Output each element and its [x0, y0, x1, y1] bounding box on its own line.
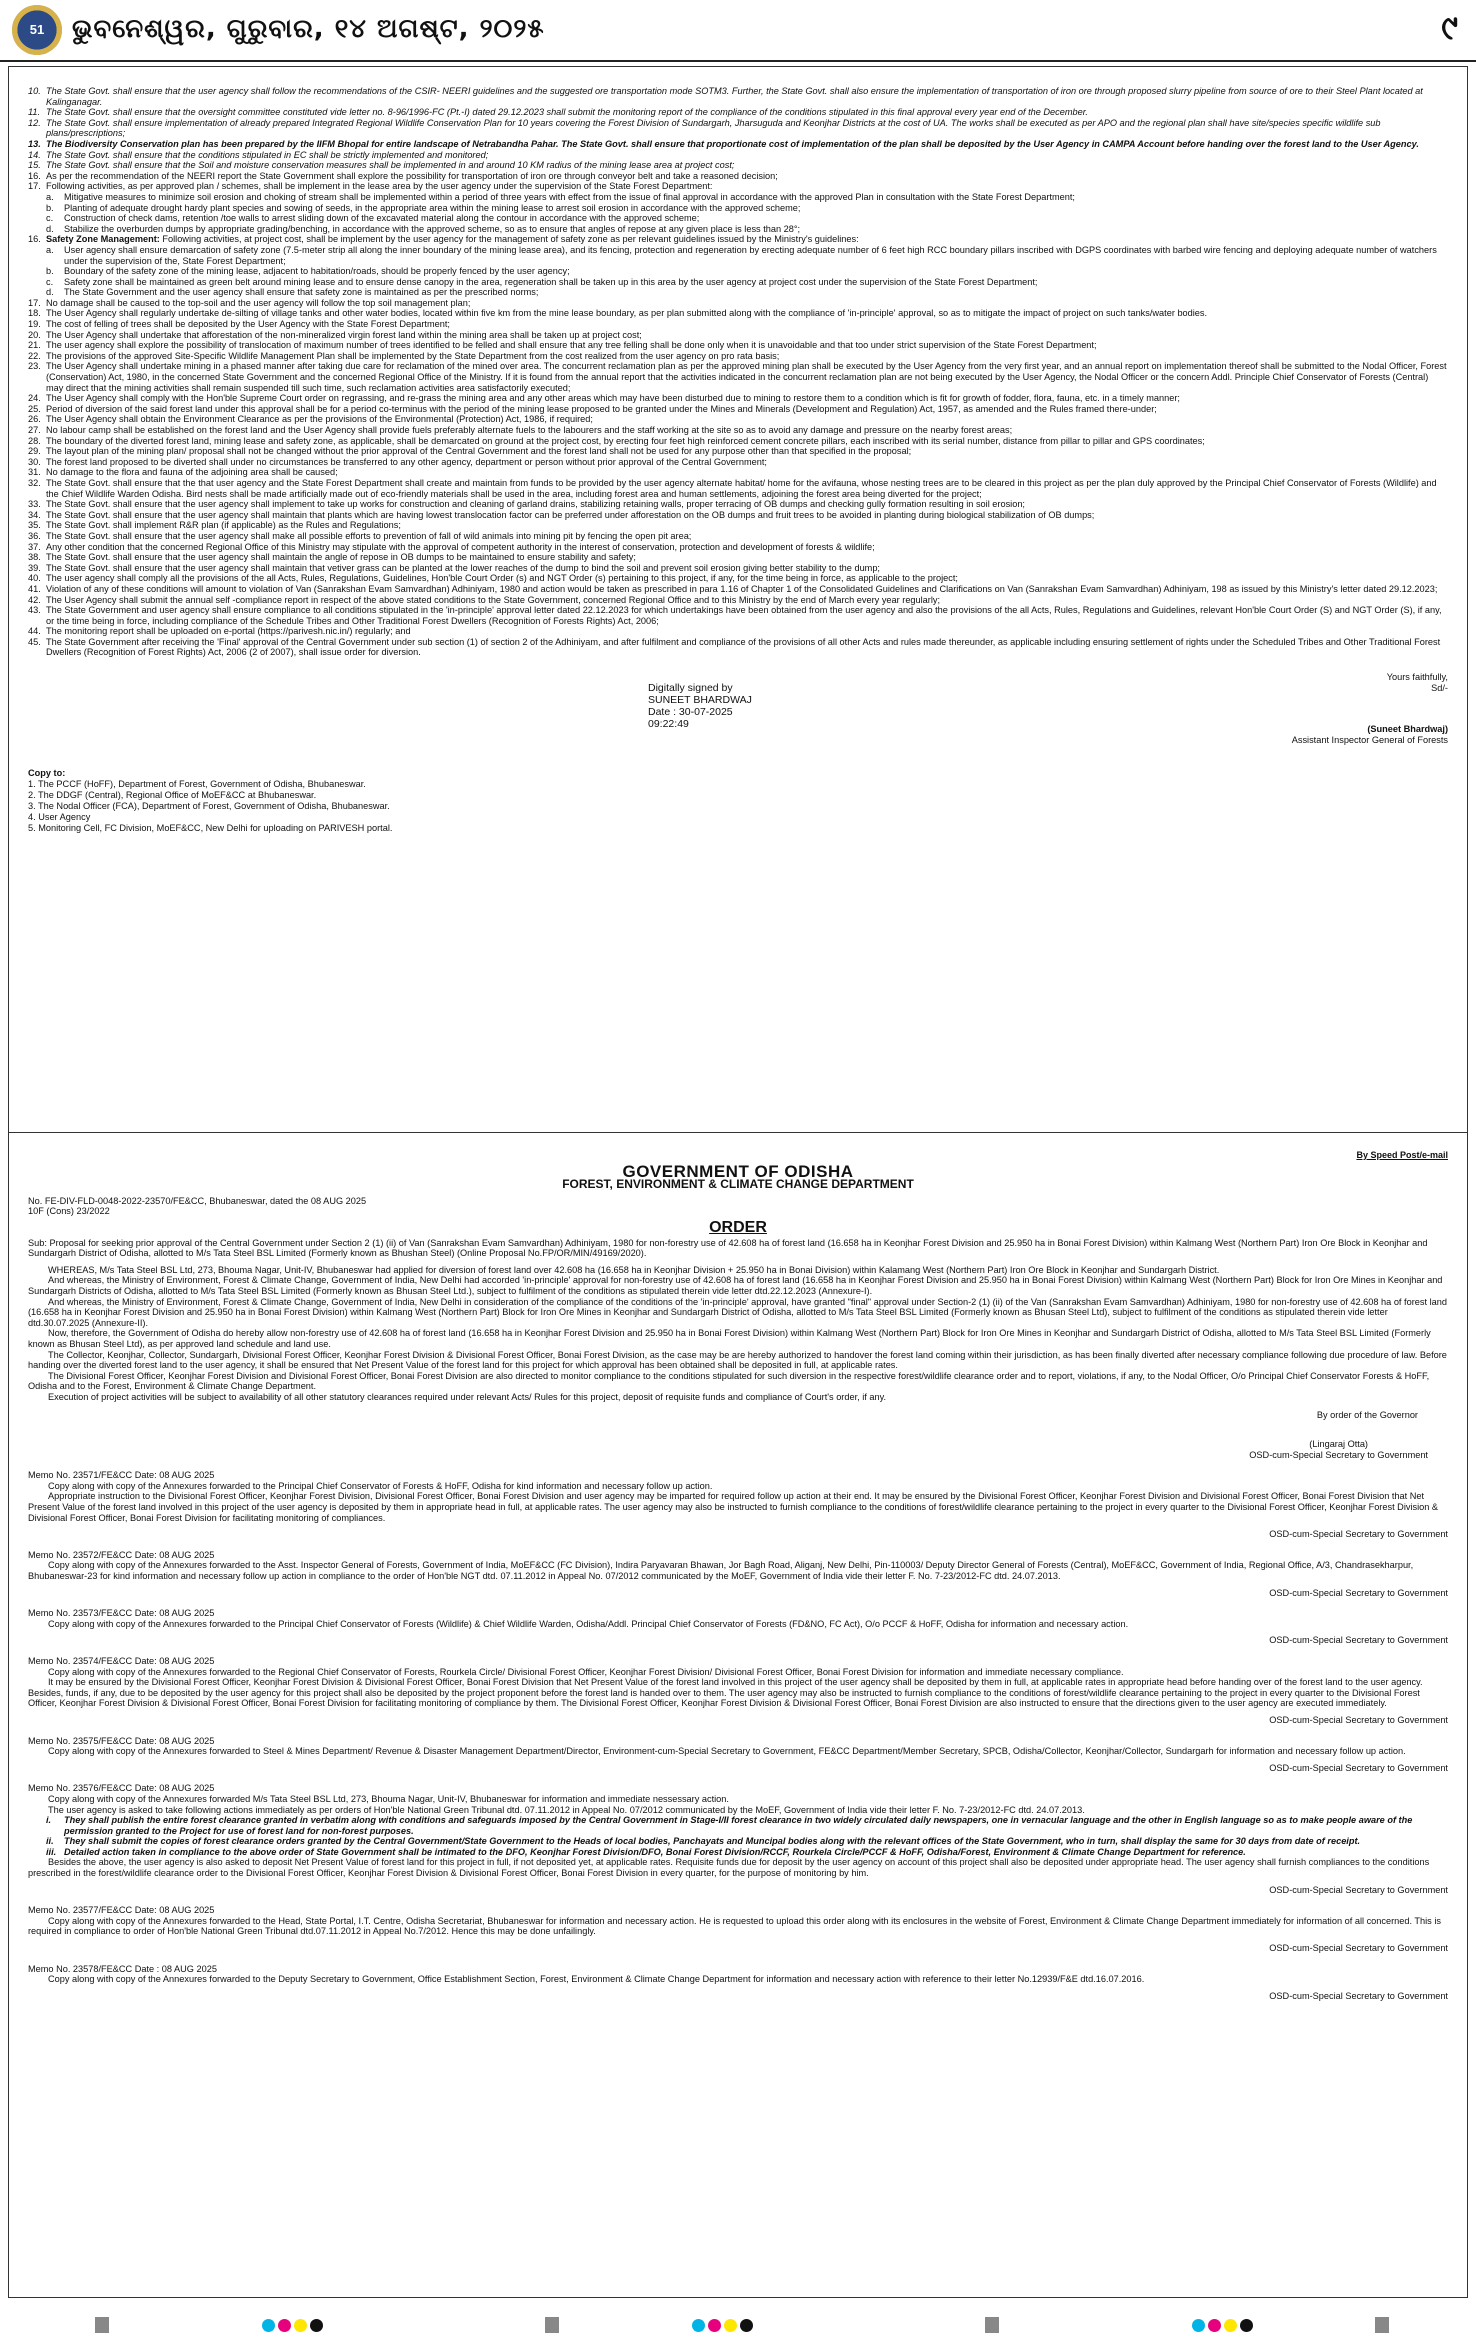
condition-number: 19.: [28, 319, 41, 330]
condition-number: 40.: [28, 573, 41, 584]
memo-number: Memo No. 23573/FE&CC Date: 08 AUG 2025: [28, 1608, 215, 1619]
signatory-designation: Assistant Inspector General of Forests: [1291, 734, 1448, 745]
memo-action-item: [28, 1836, 1448, 1847]
condition-text: The provisions of the approved Site-Specific Wildlife Management Plan shall be implemented by the State Department from the cost realized from the user agency on pro rata basis;: [46, 350, 780, 361]
condition-number: 35.: [28, 520, 41, 531]
condition-number: 37.: [28, 541, 41, 552]
subitem-text: Boundary of the safety zone of the mining lease, adjacent to habitation/roads, should be properly fenced by the user agency;: [64, 266, 570, 277]
memo-signatory: OSD-cum-Special Secretary to Government: [1269, 1762, 1448, 1773]
condition-item: [28, 467, 1448, 478]
memo-action-item: [28, 1815, 1448, 1836]
condition-number: 24.: [28, 393, 41, 404]
order-number: No. FE-DIV-FLD-0048-2022-23570/FE&CC, Bhubaneswar, dated the 08 AUG 2025: [28, 1195, 367, 1206]
copy-to-item: 3. The Nodal Officer (FCA), Department of Forest, Government of Odisha, Bhubaneswar.: [28, 801, 390, 812]
memo-block: [28, 1736, 1448, 1774]
condition-number: 13.: [28, 138, 41, 149]
black-dot: [1240, 2319, 1253, 2332]
memo-number: Memo No. 23577/FE&CC Date: 08 AUG 2025: [28, 1905, 215, 1916]
condition-item: [28, 478, 1448, 499]
condition-text: The User Agency shall undertake mining in a phased manner after taking due care for reclamation of the mined over area. The concurrent reclamation plan as per the approved mining plan shall be executed by the User Agency from the very first year, and an annual report on implementation thereof shall be submitted to the Nodal Officer, Forest (Conservation) Act, 1980, in the concerned State Government and the concerned Regional Office of the Ministry. If it is found from the annual report that the activities indicated in the concurrent reclamation plan are not being executed by the User Agency, the Nodal Officer or the concern Addl. Principle Chief Conservator of Forests (Central) may direct that the mining activities shall remain suspended till such time, such reclamation activities area satisfactorily executed;: [46, 361, 1447, 393]
condition-number: 43.: [28, 605, 41, 616]
yellow-dot: [1224, 2319, 1237, 2332]
condition-text: The State Govt. shall implement R&R plan (if applicable) as the Rules and Regulations;: [46, 520, 401, 531]
copy-to-item: 1. The PCCF (HoFF), Department of Forest, Government of Odisha, Bhubaneswar.: [28, 779, 366, 790]
condition-number: 16.: [28, 170, 41, 181]
condition-text: The user agency shall comply all the provisions of the all Acts, Rules, Regulations, Guidelines, Hon'ble Court Order (s) and NGT Order (s) pertaining to this project, if any, for the time being in force, as applicable to the project;: [46, 573, 958, 584]
order-section: [28, 1150, 1448, 2001]
condition-text: No labour camp shall be established on the forest land and the User Agency shall provide fuels preferably alternate fuels to the labourers and the staff working at the site so as to avoid any damage and pressure on the nearby forest areas;: [46, 425, 1013, 435]
gray-bar: [545, 2317, 559, 2333]
condition-number: 28.: [28, 435, 41, 446]
condition-subitem: [28, 224, 1448, 235]
copy-to-item: 5. Monitoring Cell, FC Division, MoEF&CC, New Delhi for uploading on PARIVESH portal.: [28, 823, 393, 834]
condition-number: 26.: [28, 414, 41, 425]
condition-text: No damage shall be caused to the top-soil and the user agency will follow the top soil management plan;: [46, 297, 471, 308]
subitem-text: Planting of adequate drought hardy plant species and sowing of seeds, in the appropriate area within the mining lease to arrest soil erosion in accordance with the approved scheme;: [64, 202, 801, 213]
condition-item: [28, 330, 1448, 341]
memo-text: Copy along with copy of the Annexures forwarded M/s Tata Steel BSL Ltd, 273, Bhouma Nagar, Unit-IV, Bhubaneswar for information and immediate nessessary action.: [48, 1793, 729, 1804]
condition-text: The forest land proposed to be diverted shall under no circumstances be transferred to any other agency, department or person without prior approval of the Central Government;: [46, 456, 767, 467]
memo-block: [28, 1905, 1448, 1953]
subitem-label: a.: [46, 244, 54, 255]
memo-number: Memo No. 23571/FE&CC Date: 08 AUG 2025: [28, 1470, 215, 1481]
condition-number: 22.: [28, 350, 41, 361]
copy-to-item: 2. The DDGF (Central), Regional Office of MoEF&CC at Bhubaneswar.: [28, 790, 317, 801]
memo-text: Copy along with copy of the Annexures forwarded to the Principal Chief Conservator of Forests (Wildlife) & Chief Wildlife Warden, Odisha/Addl. Principal Chief Conservator of Forests (FD&NO, FC Act), O/o PCCF & HoFF, Odisha for information and necessary action.: [48, 1618, 1129, 1629]
gray-bar: [95, 2317, 109, 2333]
by-order: By order of the Governor: [1316, 1410, 1418, 1421]
condition-item: [28, 637, 1448, 658]
condition-number: 21.: [28, 340, 41, 351]
copy-to-item: 4. User Agency: [28, 812, 91, 823]
condition-item: [28, 573, 1448, 584]
condition-item: [28, 234, 1448, 298]
order-paragraphs: [28, 1265, 1448, 1403]
condition-item: [28, 425, 1448, 436]
condition-text: The State Govt. shall ensure that the user agency shall maintain the angle of repose in OB dumps to be maintained to ensure stability and safety;: [46, 552, 636, 563]
condition-text: The State Govt. shall ensure implementation of already prepared Integrated Regional Wildlife Conservation Plan for 10 years covering the Forest Division of Sundargarh, Jharsuguda and Keonjhar Districts at the cost of UA. The works shall be executed as per APO and the regional plan shall have site/species specific wildlife sub plans/prescriptions;: [46, 117, 1381, 139]
copy-to-title: Copy to:: [28, 768, 66, 779]
subitem-label: a.: [46, 191, 54, 202]
condition-subitem: [28, 213, 1448, 224]
memo-extra: Appropriate instruction to the Divisional Forest Officer, Keonjhar Forest Division, Divisional Forest Officer, Bonai Forest Division and user agency may be imparted for required follow up action at their end. It may be ensured by the Divisional Forest Officer, Keonjhar Forest Division and Divisional Forest Officer, Bonai Forest Division that Net Present Value of the forest land involved in this project of the user agency is deposited by them in appropriate head in full, at applicable rates. The user agency may also be instructed to furnish compliance to the conditions of forest/wildlife clearance pertaining to the project in every quarter to the Divisional Forest Officer, Keonjhar Forest Division & Divisional Forest Officer, Bonai Forest Division for facilitating monitoring of compliances.: [28, 1491, 1439, 1523]
condition-item: [28, 171, 1448, 182]
condition-number: 27.: [28, 425, 41, 435]
condition-subitem: [28, 266, 1448, 277]
memo-list: [28, 1470, 1448, 2001]
order-paragraph: The Collector, Keonjhar, Collector, Sundargarh, Divisional Forest Officer, Keonjhar Forest Division & Divisional Forest Officer, Bonai Forest Division, as the case may be are hereby authorized to handover the forest land coming within their jurisdiction, as has been finally diverted after necessary compliance following due procedure of law. Before handing over the diverted forest land to the user agency, it shall be ensured that Net Present Value of the forest land for this project for which approval has been obtained shall be deposited in full, at applicable rates.: [28, 1349, 1447, 1371]
subitem-text: Safety zone shall be maintained as green belt around mining lease and to ensure dense canopy in the area, regeneration shall be taken up in this area by the user agency at project cost under the supervision of the State Forest Department;: [64, 276, 1038, 287]
memo-tail: Besides the above, the user agency is also asked to deposit Net Present Value of forest land for this project in full, if not deposited yet, at applicable rates. Requisite funds due for deposit by the user agency on account of this project shall also be deposited under appropriate head. The user agency shall furnish compliances to the conditions prescribed in the forest/wildlife clearance order to the Divisional Forest Officer, Keonjhar Forest Division & Divisional Forest Officer, Bonai Forest Division in every quarter, for the purpose of monitoring by him.: [28, 1857, 1430, 1879]
condition-item: [28, 361, 1448, 393]
memo-block: [28, 1964, 1448, 2002]
memo-signatory: OSD-cum-Special Secretary to Government: [1269, 1529, 1448, 1540]
subitem-text: The State Government and the user agency shall ensure that safety zone is maintained as per the prescribed norms;: [64, 287, 539, 298]
condition-text: Any other condition that the concerned Regional Office of this Ministry may stipulate with the approval of competent authority in the interest of conservation, protection and development of forests & wildlife;: [46, 541, 875, 552]
condition-item: [28, 446, 1448, 457]
memo-number: Memo No. 23574/FE&CC Date: 08 AUG 2025: [28, 1655, 215, 1666]
condition-text: The layout plan of the mining plan/ proposal shall not be changed without the prior approval of the Central Government and the forest land shall not be used for any purpose other than that specified in the proposal;: [46, 446, 912, 457]
condition-item: [28, 351, 1448, 362]
condition-text: The user agency shall explore the possibility of translocation of maximum number of trees identified to be felled and shall ensure that any tree felling shall be done only when it is unavoidable and that too under strict supervision of the State Forest Department;: [46, 340, 1097, 351]
condition-item: [28, 436, 1448, 447]
condition-item: [28, 552, 1448, 563]
condition-item: [28, 414, 1448, 425]
speed-post-note: By Speed Post/e-mail: [1356, 1150, 1448, 1160]
condition-number: 42.: [28, 594, 41, 605]
yellow-dot: [294, 2319, 307, 2332]
condition-text: The State Govt. shall ensure that the user agency shall follow the recommendations of the CSIR- NEERI guidelines and the suggested ore transportation mode SOTM3. Further, the State Govt. shall also ensure the implementation of transportation of iron ore through proposed slurry pipeline from source of ore to their Steel Plant located at Kalinganagar.: [46, 86, 1423, 107]
cyan-dot: [1192, 2319, 1205, 2332]
magenta-dot: [278, 2319, 291, 2332]
condition-item: [28, 298, 1448, 309]
order-heading: ORDER: [709, 1218, 767, 1236]
order-signatory-name: (Lingaraj Otta): [1309, 1439, 1368, 1450]
memo-block: [28, 1783, 1448, 1895]
sd-mark: Sd/-: [1431, 682, 1448, 693]
cmyk-dots: [262, 2319, 326, 2333]
subitem-label: c.: [46, 276, 54, 287]
order-paragraph: Now, therefore, the Government of Odisha do hereby allow non-forestry use of 42.608 ha of forest land (16.658 ha in Keonjhar Forest Division and 25.950 ha in Bonai Forest Division) within Kalmang West (Northern Part) Block for Iron Ore Mines in Keonjhar and Sundargarh District of Odisha, allotted to M/s Tata Steel BSL Limited (Formerly known as Bhusan Steel Ltd), as per approved land schedule and land use.: [28, 1328, 1431, 1349]
condition-text: The State Govt. shall ensure that the user agency shall implement to take up works for construction and cleaning of garland drains, stabilizing retaining walls, proper terracing of OB dumps and checking gully formation resulting in soil erosion;: [46, 499, 1025, 510]
memo-extra: The user agency is asked to take following actions immediately as per orders of Hon'ble National Green Tribunal dtd. 07.11.2012 in Appeal No. 07/2012 communicated by the MoEF, Government of India vide their letter F. No. 7-23/2012-FC dtd. 24.07.2013.: [48, 1804, 1085, 1815]
condition-text: Violation of any of these conditions will amount to violation of Van (Sanrakshan Evam Samvardhan) Adhiniyam, 1980 and action would be taken as prescribed in para 1.16 of Chapter 1 of the Consolidated Guidelines and Clarifications on Van (Sanrakshan Evam Samvardhan) Adhiniyam, 198 as issued by this Ministry's letter dated 29.12.2023;: [46, 583, 1438, 594]
condition-text: The State Govt. shall ensure that the that user agency and the State Forest Department shall create and maintain from funds to be provided by the user agency alternate habitat/ home for the avifauna, whose nesting trees are to be cleared in this project as per the plan duly approved by the Principal Chief Conservator of Forests (Wildlife) and the Chief Wildlife Warden Odisha. Bird nests shall be made artificially made out of eco-friendly materials shall be used in the area, including forest area and human settlements, adjoining the forest area being diverted for the project;: [46, 477, 1437, 499]
memo-block: [28, 1550, 1448, 1598]
subitem-label: d.: [46, 287, 54, 298]
condition-item: [28, 86, 1448, 107]
condition-item: [28, 499, 1448, 510]
condition-text: The State Govt. shall ensure that the conditions stipulated in EC shall be strictly implemented and monitored;: [46, 149, 489, 160]
print-registration-marks: [0, 2304, 1476, 2339]
condition-number: 39.: [28, 562, 41, 573]
section-divider: [8, 1132, 1468, 1133]
condition-item: [28, 181, 1448, 234]
condition-item: [28, 542, 1448, 553]
memo-signatory: OSD-cum-Special Secretary to Government: [1269, 1587, 1448, 1598]
page-number: ୯: [1441, 8, 1458, 48]
signatory-name: (Suneet Bhardwaj): [1367, 724, 1448, 735]
condition-subitem: [28, 277, 1448, 288]
condition-number: 29.: [28, 446, 41, 457]
memo-number: Memo No. 23572/FE&CC Date: 08 AUG 2025: [28, 1549, 215, 1560]
condition-text: The State Govt. shall ensure that the oversight committee constituted vide letter no. 8-96/1996-FC (Pt.-I) dated 29.12.2023 shall submit the monitoring report of the compliance of the conditions stipulated in this final approval every year end of the December.: [46, 107, 1088, 118]
condition-item: [28, 393, 1448, 404]
copy-to-block: [28, 768, 1448, 834]
memo-number: Memo No. 23576/FE&CC Date: 08 AUG 2025: [28, 1783, 215, 1794]
subitem-text: Construction of check dams, retention /toe walls to arrest sliding down of the excavated material along the contour in accordance with the approved scheme;: [64, 213, 700, 224]
condition-lead: Safety Zone Management:: [46, 234, 160, 245]
memo-action-item: [28, 1847, 1448, 1858]
memo-text: Copy along with copy of the Annexures forwarded to the Deputy Secretary to Government, Office Establishment Section, Forest, Environment & Climate Change Department for information and necessary action with reference to their letter No.12939/F&E dtd.16.07.2016.: [48, 1974, 1145, 1985]
condition-text: No damage to the flora and fauna of the adjoining area shall be caused;: [46, 467, 338, 478]
condition-item: [28, 150, 1448, 161]
condition-text: Following activities, as per approved plan / schemes, shall be implement in the lease area by the user agency under the supervision of the State Forest Department:: [46, 181, 713, 192]
condition-number: 16.: [28, 234, 41, 245]
condition-item: [28, 160, 1448, 171]
condition-item: [28, 457, 1448, 468]
subitem-label: d.: [46, 223, 54, 234]
condition-item: [28, 118, 1448, 139]
memo-text: Copy along with copy of the Annexures forwarded to the Regional Chief Conservator of Forests, Rourkela Circle/ Divisional Forest Officer, Keonjhar Forest Division/ Divisional Forest Officer, Bonai Forest Division for information and immediate necessary compliance.: [48, 1666, 1124, 1677]
dept-title: FOREST, ENVIRONMENT & CLIMATE CHANGE DEPARTMENT: [562, 1177, 914, 1192]
condition-number: 18.: [28, 308, 41, 319]
condition-text: The State Government and user agency shall ensure compliance to all conditions stipulated in the 'in-principle' approval letter dated 22.12.2023 for which undertakings have been obtained from the user agency and also the provisions of the all Acts, Rules, Regulations and Guidelines, relevant Hon'ble Court Order (S) and NGT Order (S), if any, or the time being in force, including compliance of the Schedule Tribes and Other Traditional Forest Dwellers (Recognition of Forests Rights) Act, 2006;: [46, 605, 1442, 626]
condition-number: 36.: [28, 530, 41, 541]
order-signatory-desig: OSD-cum-Special Secretary to Government: [1249, 1449, 1428, 1460]
gray-bar: [985, 2317, 999, 2333]
condition-subitem: [28, 245, 1448, 266]
condition-text: The User Agency shall regularly undertake de-silting of village tanks and other water bodies, located within five km from the mine lease boundary, as per plan submitted along with the compliance of 'in-principle' approval, so as to mitigate the impact of project on such tanks/water bodies.: [46, 308, 1208, 319]
action-text: They shall publish the entire forest clearance granted in verbatim along with conditions and safeguards imposed by the Central Government in Stage-I/II forest clearance in two widely circulated daily newspapers, one in vernacular language and the other in English language so as to make people aware of the permission granted to the Project for use of forest land for non-forest purposes.: [64, 1815, 1413, 1836]
condition-number: 15.: [28, 160, 41, 171]
subitem-text: Mitigative measures to minimize soil erosion and choking of stream shall be implemented within a period of three years with effect from the issue of final approval in accordance with the approved Plan in consultation with the State Forest Department;: [64, 191, 1075, 202]
memo-block: [28, 1656, 1448, 1726]
condition-item: [28, 139, 1448, 150]
cyan-dot: [262, 2319, 275, 2332]
condition-text: The User Agency shall submit the annual self -compliance report in respect of the above stated conditions to the State Government, concerned Regional Office and to this Ministry by the end of March every year regularly;: [46, 594, 941, 605]
gov-title: GOVERNMENT OF ODISHA: [622, 1161, 854, 1181]
condition-number: 10.: [28, 86, 41, 96]
memo-extra: It may be ensured by the Divisional Forest Officer, Keonjhar Forest Division & Divisional Forest Officer, Bonai Forest Division that Net Present Value of the forest land involved in this project of the user agency shall be deposited by them in full, at applicable rates in appropriate head before handing over of the forest land to the user agency. Besides, funds, if any, due to be deposited by the user agency for this project shall also be deposited by the project proponent before the forest land is handed over to them. The user agency may also be instructed to furnish compliance to the conditions of forest/wildlife clearance pertaining to the project in every quarter to the Divisional Forest Officer, Keonjhar Forest Division & Divisional Forest Officer, Bonai Forest Division for facilitating monitoring of compliance by them. The Divisional Forest Officer, Keonjhar Forest Division & Divisional Forest Officer, Bonai Forest Division are also instructed to ensure that the directions given to the user agency are executed immediately.: [28, 1677, 1423, 1709]
condition-number: 11.: [28, 107, 41, 118]
condition-item: [28, 563, 1448, 574]
order-paragraph: The Divisional Forest Officer, Keonjhar Forest Division and Divisional Forest Officer, Bonai Forest Division are also directed to monitor compliance to the conditions stipulated for such diversion in the respective forest/wildlife clearance order and to report, violations, if any, to the Nodal Officer, O/o Principal Chief Conservator Forests & HoFF, Odisha and to the Forest, Environment & Climate Change Department.: [28, 1370, 1430, 1392]
order-paragraph: And whereas, the Ministry of Environment, Forest & Climate Change, Government of India, New Delhi had accorded 'in-principle' approval for non-forestry use of 42.608 ha of forest land (16.658 ha in Keonjhar Forest Division and 25.950 ha in Bonai Forest Division) within Kalmang West (Northern Part) Block for Iron Ore Mines in Keonjhar and Sundargarh Districts of Odisha, allotted to M/s Tata Steel BSL Limited (Formerly known as Bhusan Steel Ltd.), subject to fulfilment of the conditions as stipulated therein vide letter dtd.22.12.2023 (Annexure-I).: [28, 1275, 1443, 1296]
condition-text: The User Agency shall obtain the Environment Clearance as per the provisions of the Environmental (Protection) Act, 1986, if required;: [46, 414, 593, 425]
condition-number: 17.: [28, 297, 41, 308]
subitem-label: b.: [46, 266, 54, 277]
memo-block: [28, 1470, 1448, 1540]
condition-subitem: [28, 203, 1448, 214]
condition-item: [28, 605, 1448, 626]
condition-text: The State Govt. shall ensure that the Soil and moisture conservation measures shall be implemented in and around 10 KM radius of the mining lease area at project cost;: [46, 160, 735, 171]
condition-number: 20.: [28, 329, 41, 340]
conditions-section: [28, 86, 1448, 834]
condition-text: The State Government after receiving the 'Final' approval of the Central Government under sub section (1) of section 2 of the Adhiniyam, and after fulfilment and compliance of the provisions of all other Acts and rules made thereunder, as applicable including ensuring settlement of rights under the Scheduled Tribes and Other Traditional Forest Dwellers (Recognition of Forest Rights) Act, 2006 (2 of 2007), shall issue order for diversion.: [46, 636, 1441, 658]
condition-number: 44.: [28, 626, 41, 637]
subitem-text: Stabilize the overburden dumps by appropriate grading/benching, in accordance with the approved scheme, so as to ensure that angles of repose at any given place is less than 28°;: [64, 223, 801, 234]
condition-number: 12.: [28, 117, 41, 128]
condition-number: 31.: [28, 467, 41, 478]
condition-number: 38.: [28, 552, 41, 563]
cmyk-dots: [1192, 2319, 1256, 2333]
condition-text: The State Govt. shall ensure that the user agency shall make all possible efforts to prevention of fall of wild animals into mining pit by fencing the open pit area;: [46, 530, 692, 541]
condition-text: The State Govt. shall ensure that the user agency shall maintain that plants which are having lowest translocation factor can be preferred under afforestation on the OB dumps and fruit trees to be avoided in planting during biological stabilization of OB dumps;: [46, 509, 1095, 520]
condition-number: 23.: [28, 361, 41, 372]
newspaper-header: [0, 0, 1476, 62]
memo-signatory: OSD-cum-Special Secretary to Government: [1269, 1884, 1448, 1895]
condition-item: [28, 626, 1448, 637]
condition-text: Period of diversion of the said forest land under this approval shall be for a period co-terminus with the period of the mining lease proposed to be granted under the Mines and Minerals (Development and Regulation) Act, 1957, as amended and the Rules framed there-under;: [46, 403, 1157, 414]
header-date: ଭୁବନେଶ୍ୱର, ଗୁରୁବାର, ୧୪ ଅଗଷ୍ଟ, ୨୦୨୫: [72, 14, 545, 44]
cyan-dot: [692, 2319, 705, 2332]
memo-number: Memo No. 23578/FE&CC Date : 08 AUG 2025: [28, 1963, 217, 1974]
condition-subitem: [28, 192, 1448, 203]
magenta-dot: [1208, 2319, 1221, 2332]
condition-item: [28, 531, 1448, 542]
black-dot: [310, 2319, 323, 2332]
gray-bar: [1375, 2317, 1389, 2333]
condition-text: The Biodiversity Conservation plan has been prepared by the IIFM Bhopal for entire landscape of Netrabandha Pahar. The State Govt. shall ensure that proportionate cost of implementation of the plan shall be deposited by the User Agency in CAMPA Account before handing over the forest land to the User Agency.: [46, 138, 1419, 149]
action-text: Detailed action taken in compliance to the above order of State Government shall be intimated to the DFO, Keonjhar Forest Division/DFO, Bonai Forest Division/RCCF, Rourkela Circle/PCCF & HoFF, Odisha/Forest, Environment & Climate Change Department for reference.: [64, 1846, 1246, 1857]
condition-number: 45.: [28, 636, 41, 647]
action-text: They shall submit the copies of forest clearance orders granted by the Central Government/State Government to the Heads of local bodies, Panchayats and Muncipal bodies along with the relevant offices of the State Government, who in turn, shall display the same for 30 days from date of receipt.: [64, 1836, 1361, 1847]
black-dot: [740, 2319, 753, 2332]
memo-signatory: OSD-cum-Special Secretary to Government: [1269, 1990, 1448, 2001]
action-label: i.: [46, 1815, 52, 1826]
condition-text: The boundary of the diverted forest land, mining lease and safety zone, as applicable, shall be demarcated on ground at the project cost, by erecting four feet high reinforced cement concrete pillars, each inscribed with its serial number, distance from pillar to pillar and GPS coordinates;: [46, 435, 1205, 446]
order-subject: Sub: Proposal for seeking prior approval of the Central Government under Section 2 (1) (ii) of Van (Sanrakshan Evam Samvardhan) Adhiniyam, 1980 for non-forestry use of 42.608 ha of forest land (16.658 ha in Keonjhar Forest Division and 25.950 ha in Bonai Forest Division) within Kalmang West (Northern Part) Iron Ore Block in Keonjhar and Sundargarh District of Odisha, allotted to M/s Tata Steel BSL Limited (Formerly known as Bhushan Steel) (Online Proposal No.FP/OR/MIN/49169/2020).: [28, 1237, 1428, 1259]
condition-subitem: [28, 287, 1448, 298]
memo-text: Copy along with copy of the Annexures forwarded to the Head, State Portal, I.T. Centre, Odisha Secretariat, Bhubaneswar for information and necessary action. He is requested to upload this order along with its enclosures in the website of Forest, Environment & Climate Change Department immediately for information of all concerned. This is required in compliance to order of Hon'ble National Green Tribunal dtd.07.11.2012 in Appeal No.7/2012. Hence this may be done unfailingly.: [28, 1915, 1441, 1937]
condition-item: [28, 510, 1448, 521]
order-paragraph: WHEREAS, M/s Tata Steel BSL Ltd, 273, Bhouma Nagar, Unit-IV, Bhubaneswar had applied for diversion of forest land over 42.608 ha (16.658 ha in Keonjhar Division + 25.950 ha in Bonai Division) within Kalamang West (Northern Part) Iron Ore Block in Keonjhar and Sundargarh District.: [48, 1264, 1220, 1275]
condition-number: 17.: [28, 181, 41, 192]
memo-signatory: OSD-cum-Special Secretary to Government: [1269, 1635, 1448, 1646]
condition-text: Following activities, at project cost, shall be implement by the user agency for the management of safety zone as per relevant guidelines issued by the Ministry's guidelines:: [159, 234, 859, 245]
condition-number: 30.: [28, 456, 41, 467]
memo-number: Memo No. 23575/FE&CC Date: 08 AUG 2025: [28, 1735, 215, 1746]
condition-number: 14.: [28, 149, 41, 160]
action-label: ii.: [46, 1836, 54, 1847]
subitem-label: c.: [46, 213, 54, 224]
memo-block: [28, 1608, 1448, 1646]
memo-text: Copy along with copy of the Annexures forwarded to Steel & Mines Department/ Revenue & Disaster Management Department/Director, Environment-cum-Special Secretary to Government, FE&CC Department/Member Secretary, SPCB, Odisha/Collector, Keonjhar/Collector, Sundargarh for information and necessary follow up action.: [48, 1746, 1406, 1757]
condition-number: 41.: [28, 583, 41, 594]
conditions-list: [28, 86, 1448, 658]
subitem-label: b.: [46, 202, 54, 213]
condition-text: The cost of felling of trees shall be deposited by the User Agency with the State Forest Department;: [46, 319, 450, 330]
magenta-dot: [708, 2319, 721, 2332]
condition-item: [28, 520, 1448, 531]
condition-item: [28, 308, 1448, 319]
cmyk-dots: [692, 2319, 756, 2333]
condition-number: 32.: [28, 477, 41, 488]
order-paragraph: And whereas, the Ministry of Environment, Forest & Climate Change, Government of India, New Delhi in consideration of the compliance of the conditions of the 'in-principle' approval, have granted "final" approval under Section-2 (1) (ii) of the Van (Sanrakshan Evam Samvardhan) Adhiniyam, 1980 for non-forestry use of 42.608 ha of forest land (16.658 ha in Keonjhar Forest Division and 25.950 ha in Bonai Forest Division) within Kalmang West (Northern Part) Block for Iron Ore Mines in Keonjhar and Sundargarh District of Odisha, allotted to M/s Tata Steel BSL Limited (Formerly known as Bhusan Steel Ltd), subject to fulfilment of the conditions as stipulated therein vide letter dtd.30.07.2025 (Annexure-II).: [28, 1296, 1447, 1328]
order-paragraph: Execution of project activities will be subject to availability of all other statutory clearances required under relevant Acts/ Rules for this project, deposit of requisite funds and compliance of Court's order, if any.: [48, 1391, 887, 1402]
condition-item: [28, 584, 1448, 595]
condition-text: As per the recommendation of the NEERI report the State Government shall explore the possibility for transportation of iron ore through conveyor belt and take a reasoned decision;: [46, 170, 778, 181]
condition-item: [28, 595, 1448, 606]
condition-text: The User Agency shall comply with the Hon'ble Supreme Court order on regrassing, and re-grass the mining area and any other areas which may have been disturbed due to mining to restore them to a condition which is fit for growth of fodder, flora, fauna, etc. in a timely manner;: [46, 393, 1180, 404]
condition-item: [28, 107, 1448, 118]
memo-signatory: OSD-cum-Special Secretary to Government: [1269, 1714, 1448, 1725]
condition-number: 33.: [28, 499, 41, 510]
condition-number: 25.: [28, 403, 41, 414]
yours-faithfully: Yours faithfully,: [1386, 672, 1448, 683]
memo-text: Copy along with copy of the Annexures forwarded to the Asst. Inspector General of Forests, Government of India, MoEF&CC (FC Division), Indira Paryavaran Bhawan, Jor Bagh Road, Aliganj, New Delhi, Pin-110003/ Deputy Director General of Forests (Central), MoEF&CC, Government of India, Regional Office, A/3, Chandrasekharpur, Bhubaneswar-23 for kind information and necessary follow up action in compliance to the order of Hon'ble NGT dtd. 07.11.2012 in Appeal No. 07/2012 communicated by the MoEF, Government of India vide their letter F. No. 7-23/2012-FC dtd. 24.07.2013.: [28, 1560, 1414, 1581]
condition-text: The User Agency shall undertake that afforestation of the non-mineralized virgin forest land within the mining area shall be taken up at project cost;: [46, 329, 642, 340]
condition-text: The State Govt. shall ensure that the user agency shall maintain that vetiver grass can be planted at the lower reaches of the dump to bind the soil and prevent soil erosion giving better stability to the dump;: [46, 562, 880, 573]
newspaper-logo: 51: [12, 5, 62, 55]
memo-text: Copy along with copy of the Annexures forwarded to the Principal Chief Conservator of Forests & HoFF, Odisha for kind information and necessary follow up action.: [48, 1480, 713, 1491]
subitem-text: User agency shall ensure demarcation of safety zone (7.5-meter strip all along the inner boundary of the mining lease area), and its fencing, protection and regeneration by erecting adequate number of 6 feet high RCC boundary pillars inscribed with DGPS coordinates with barbed wire fencing and deploying adequate number of watchers under the supervision of the, State Forest Department;: [64, 244, 1437, 266]
action-label: iii.: [46, 1846, 57, 1857]
condition-item: [28, 404, 1448, 415]
condition-text: The monitoring report shall be uploaded on e-portal (https://parivesh.nic.in/) regularly; and: [46, 626, 411, 637]
signature-block-1: [28, 666, 1448, 762]
yellow-dot: [724, 2319, 737, 2332]
condition-item: [28, 319, 1448, 330]
memo-signatory: OSD-cum-Special Secretary to Government: [1269, 1943, 1448, 1954]
condition-number: 34.: [28, 509, 41, 520]
digital-signature: Digitally signed by SUNEET BHARDWAJ Date : 30-07-2025 09:22:49: [648, 682, 752, 731]
condition-item: [28, 340, 1448, 351]
file-number: 10F (Cons) 23/2022: [28, 1206, 110, 1217]
